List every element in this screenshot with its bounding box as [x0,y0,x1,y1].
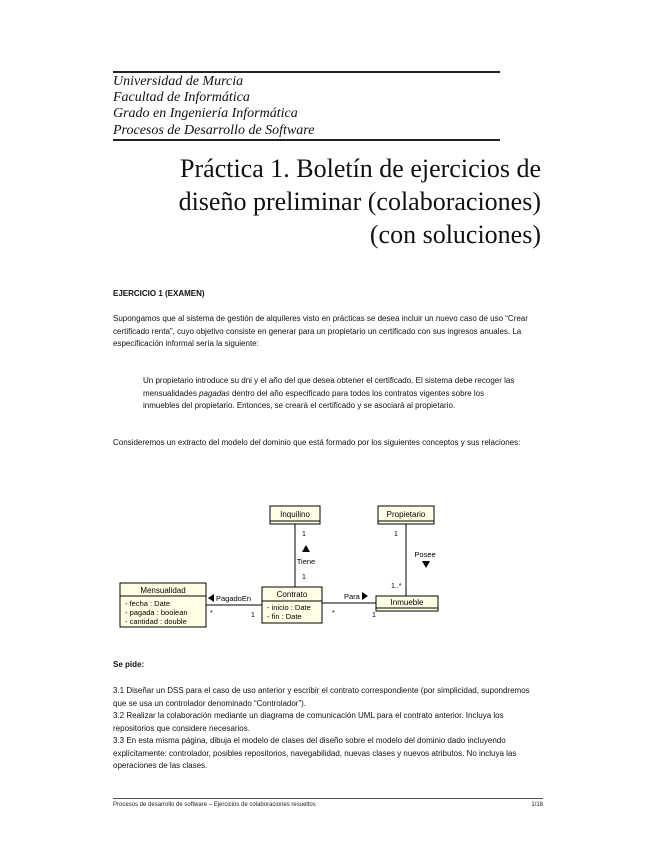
questions-label: Se pide: [113,660,145,669]
pagado-en-direction-arrow [208,594,214,602]
quote-text-before: Un propietario introduce su dni y el año del que desea obtener el certificado. El sistema debe recoger las mensualidades [143,376,515,398]
faculty-name: Facultad de Informática [113,90,250,106]
para-direction-arrow [362,592,368,600]
class-inquilino [270,506,320,524]
association-tiene [295,524,315,587]
mensualidad-attr-pagada: - pagada : boolean [125,608,188,617]
quote-text-after: dentro del año especificado para todos los contratos vigentes sobre los inmuebles del propietario. Entonces, se creará el certificado y se asociará al propietario. [143,388,485,410]
multiplicity-contrato-pagado-end: 1 [251,612,255,619]
multiplicity-propietario-end: 1 [394,531,398,538]
association-para-label: Para [344,592,360,601]
institution-header [113,74,503,139]
exercise-intro: Supongamos que al sistema de gestión de alquileres visto en prácticas se desea incluir un nuevo caso de uso “Crear certificado renta”, cuyo objetivo consiste en generar para un propietario un certificado con sus ingresos anuales. La especificación informal sería la siguiente: [113,314,528,348]
page-title [150,152,541,251]
footer-rule [113,798,543,799]
association-pagado-en [206,594,262,619]
page-number: 1/18 [531,802,543,808]
class-inmueble [376,596,438,611]
question-3-1: 3.1 Diseñar un DSS para el caso de uso anterior y escribir el contrato correspondiente (por simplicidad, supondremos que se usa un controlador denominado “Controlador”). [113,686,530,708]
question-3-2: 3.2 Realizar la colaboración mediante un diagrama de comunicación UML para el contrato anterior. Incluya los repositorios que considere necesarios. [113,711,504,733]
header-bottom-rule [113,139,500,141]
header-top-rule [113,71,500,73]
question-3-3: 3.3 En esta misma página, dibuja el modelo de clases del diseño sobre el modelo del dominio dado incluyendo explícitamente: controlador, posibles repositorios, navegabilidad, nuevas clases y nuevos atributos. No incluya las operaciones de las clases. [113,736,517,770]
association-posee-label: Posee [414,550,436,559]
class-mensualidad-name: Mensualidad [140,586,186,595]
contrato-attr-fin: - fin : Date [267,612,302,621]
class-inquilino-name: Inquilino [280,510,310,519]
posee-direction-arrow [422,561,430,568]
association-posee [391,524,436,596]
association-tiene-label: Tiene [296,557,316,566]
university-name: Universidad de Murcia [113,74,244,89]
domain-model-intro: Consideremos un extracto del modelo del dominio que está formado por los siguientes conceptos y sus relaciones: [113,438,521,447]
class-inmueble-name: Inmueble [390,598,424,607]
tiene-direction-arrow [302,545,310,552]
multiplicity-inquilino-end: 1 [302,531,306,538]
questions-list [113,685,543,773]
use-case-specification [143,375,518,413]
class-propietario-name: Propietario [386,510,426,519]
title-line-1: Práctica 1. Boletín de ejercicios de [180,154,541,183]
multiplicity-inmueble-para-end: 1 [372,612,376,619]
multiplicity-contrato-para-end: * [332,610,335,617]
multiplicity-mensualidad-end: * [210,610,213,617]
footer-text: Procesos de desarrollo de software – Ejercicios de colaboraciones resueltos [113,802,316,808]
title-line-2: diseño preliminar (colaboraciones) [178,187,541,216]
mensualidad-attr-fecha: - fecha : Date [125,599,171,608]
exercise-heading: EJERCICIO 1 (EXAMEN) [113,289,205,298]
degree-name: Grado en Ingeniería Informática [113,106,298,122]
multiplicity-inmueble-posee-end: 1..* [391,583,402,590]
uml-domain-model [110,495,440,635]
multiplicity-contrato-tiene-end: 1 [302,574,306,581]
course-name: Procesos de Desarrollo de Software [113,122,315,138]
class-propietario [378,506,434,524]
class-mensualidad [120,583,206,627]
class-contrato-name: Contrato [276,590,308,599]
association-pagado-en-label: PagadoEn [216,594,252,603]
contrato-attr-inicio: - inicio : Date [267,603,311,612]
title-line-3: (con soluciones) [369,220,541,249]
association-para [322,592,376,619]
quote-emphasis: pagadas [199,388,230,398]
class-contrato [262,587,322,623]
mensualidad-attr-cantidad: - cantidad : double [125,617,187,626]
